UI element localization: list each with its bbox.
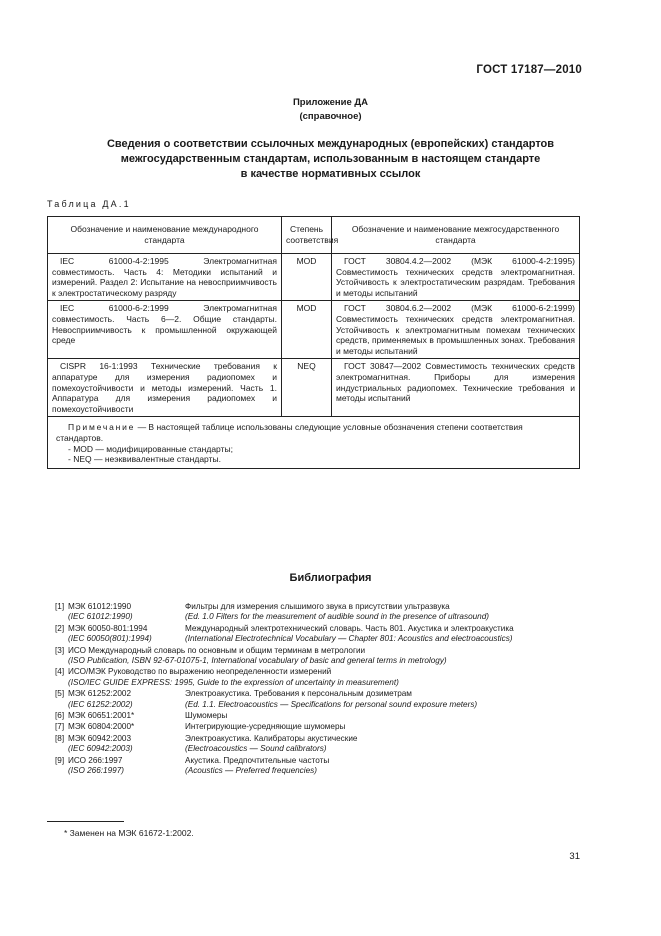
intl-standard-cell: IEC 61000-4-2:1995 Электромагнитная совместимость. Часть 4: Методики испытаний и измерений. Раздел 2: Испытание на невосприимчивость к электростатическому разряду (48, 254, 282, 301)
interstate-standard-cell: ГОСТ 30847—2002 Совместимость технических средств электромагнитная. Приборы для измерения индустриальных радиопомех. Технические требования и методы испытаний (332, 359, 580, 417)
bibliography-entry (55, 711, 595, 721)
entry-code (68, 602, 185, 623)
entry-code-ru: МЭК 61012:1990 (68, 602, 132, 611)
table-row (48, 254, 580, 301)
entry-title (185, 624, 595, 645)
bibliography-entry (55, 689, 595, 710)
entry-code-ru: МЭК 61252:2002 (68, 689, 132, 699)
table-note-row (48, 417, 580, 468)
entry-title-orig: (ISO/IEC GUIDE EXPRESS: 1995, Guide to the expression of uncertainty in measurement) (68, 677, 399, 687)
entry-title-orig: (Acoustics — Preferred frequencies) (185, 766, 317, 776)
bibliography-entry (55, 734, 595, 755)
entry-code-ru: МЭК 60804:2000* (68, 722, 135, 732)
correspondence-table (47, 216, 580, 469)
note-label: Примечание (68, 422, 136, 433)
title-line: Сведения о соответствии ссылочных международных (европейских) стандартов (106, 138, 555, 150)
entry-title-ru: Фильтры для измерения слышимого звука в присутствии ультразвука (185, 602, 450, 611)
degree-cell: NEQ (282, 359, 332, 417)
entry-code-ru: МЭК 60651:2001* (68, 711, 135, 721)
footnote: * Заменен на МЭК 61672-1:2002. (64, 828, 194, 838)
entry-number: [5] (55, 689, 65, 699)
entry-title-ru: Электроакустика. Требования к персональным дозиметрам (185, 689, 412, 699)
bibliography-entry (55, 646, 595, 667)
bibliography-entry (55, 756, 595, 777)
bibliography-entry (55, 602, 595, 623)
note-body: — В настоящей таблице использованы следующие условные обозначения степени соответствия стандартов. (56, 422, 523, 443)
entry-code (68, 624, 185, 645)
entry-code-orig: (ISO 266:1997) (68, 766, 124, 776)
entry-title-ru: Шумомеры (185, 711, 228, 721)
table-caption: Таблица ДА.1 (47, 199, 131, 209)
entry-title-ru: ИСО/МЭК Руководство по выражению неопределенности измерений (68, 667, 332, 677)
entry-title-orig: (International Electrotechnical Vocabulary — Chapter 801: Acoustics and electroacoustics) (185, 634, 513, 644)
column-header: Обозначение и наименование международного стандарта (48, 217, 282, 254)
annex-status: (справочное) (299, 111, 362, 122)
entry-title-orig: (ISO Publication, ISBN 92-67-01075-1, International vocabulary of basic and general terms in metrology) (68, 656, 447, 666)
entry-code (68, 711, 185, 721)
intl-standard-cell: CISPR 16-1:1993 Технические требования к аппаратуре для измерения радиопомех и помехоустойчивости и методы измерений. Часть 1. Аппаратура для измерения радиопомех и помехоустойчивости (48, 359, 282, 417)
interstate-standard-cell: ГОСТ 30804.6.2—2002 (МЭК 61000-6-2:1999) Совместимость технических средств электромагнитная. Устойчивость к электромагнитным помехам технических средств, применяемых в промышленных зонах. Требования и методы испытаний (332, 301, 580, 359)
entry-code-orig: (IEC 61012:1990) (68, 612, 133, 622)
entry-code-ru: МЭК 60942:2003 (68, 733, 132, 743)
entry-title (185, 722, 595, 732)
table-note (48, 417, 580, 468)
entry-title-orig: (Ed. 1.0 Filters for the measurement of audible sound in the presence of ultrasound) (185, 612, 490, 622)
degree-cell: MOD (282, 301, 332, 359)
page-number: 31 (569, 851, 580, 862)
document-code: ГОСТ 17187—2010 (476, 64, 582, 76)
entry-code (68, 722, 185, 732)
entry-code-orig: (IEC 60050(801):1994) (68, 634, 152, 644)
note-item: - MOD — модифицированные стандарты; (68, 443, 233, 454)
entry-title (68, 667, 595, 688)
entry-title (185, 734, 595, 755)
entry-code-orig: (IEC 61252:2002) (68, 699, 133, 709)
interstate-standard-cell: ГОСТ 30804.4.2—2002 (МЭК 61000-4-2:1995) Совместимость технических средств электромагнитная. Устойчивость к электростатическим разрядам. Требования и методы испытаний (332, 254, 580, 301)
bibliography-entry (55, 624, 595, 645)
column-header: Степень соответствия (282, 217, 332, 254)
entry-title (185, 602, 595, 623)
entry-title-ru: Электроакустика. Калибраторы акустические (185, 733, 358, 743)
entry-title-orig: (Electroacoustics — Sound calibrators) (185, 744, 327, 754)
title-line: межгосударственным стандартам, использованным в настоящем стандарте (120, 153, 541, 165)
entry-number: [8] (55, 733, 65, 743)
bibliography-list (55, 602, 595, 778)
entry-number: [2] (55, 623, 65, 633)
bibliography-entry (55, 722, 595, 732)
footnote-divider (47, 821, 124, 822)
entry-title-ru: Акустика. Предпочтительные частоты (185, 755, 330, 765)
annex-title: Приложение ДА (292, 97, 369, 108)
table-header-row (48, 217, 580, 254)
entry-title-ru: Интегрирующие-усредняющие шумомеры (185, 722, 346, 732)
entry-number: [1] (55, 602, 65, 611)
entry-number: [7] (55, 722, 65, 732)
column-header: Обозначение и наименование межгосударственного стандарта (332, 217, 580, 254)
annex-heading (0, 96, 661, 124)
entry-title (185, 689, 595, 710)
entry-title-ru: Международный электротехнический словарь. Часть 801. Акустика и электроакустика (185, 623, 514, 633)
note-item: - NEQ — неэквивалентные стандарты. (68, 454, 221, 465)
entry-code (68, 756, 185, 777)
entry-code (68, 734, 185, 755)
entry-title (185, 711, 595, 721)
intl-standard-cell: IEC 61000-6-2:1999 Электромагнитная совместимость. Часть 6—2. Общие стандарты. Невосприимчивость к промышленной окружающей среде (48, 301, 282, 359)
entry-title (185, 756, 595, 777)
annex-main-title (0, 137, 661, 182)
entry-title (68, 646, 595, 667)
bibliography-entry (55, 667, 595, 688)
note-text (56, 422, 571, 443)
entry-code-ru: ИСО 266:1997 (68, 755, 123, 765)
entry-number: [3] (55, 645, 65, 655)
bibliography-title: Библиография (289, 572, 372, 584)
degree-cell: MOD (282, 254, 332, 301)
entry-number: [9] (55, 755, 65, 765)
table-row (48, 359, 580, 417)
table-row (48, 301, 580, 359)
entry-number: [4] (55, 667, 65, 677)
entry-code-orig: (IEC 60942:2003) (68, 744, 133, 754)
entry-code-ru: МЭК 60050-801:1994 (68, 623, 148, 633)
entry-title-ru: ИСО Международный словарь по основным и общим терминам в метрологии (68, 645, 366, 655)
entry-code (68, 689, 185, 710)
entry-number: [6] (55, 711, 65, 721)
title-line: в качестве нормативных ссылок (240, 168, 421, 180)
entry-title-orig: (Ed. 1.1. Electroacoustics — Specifications for personal sound exposure meters) (185, 699, 478, 709)
